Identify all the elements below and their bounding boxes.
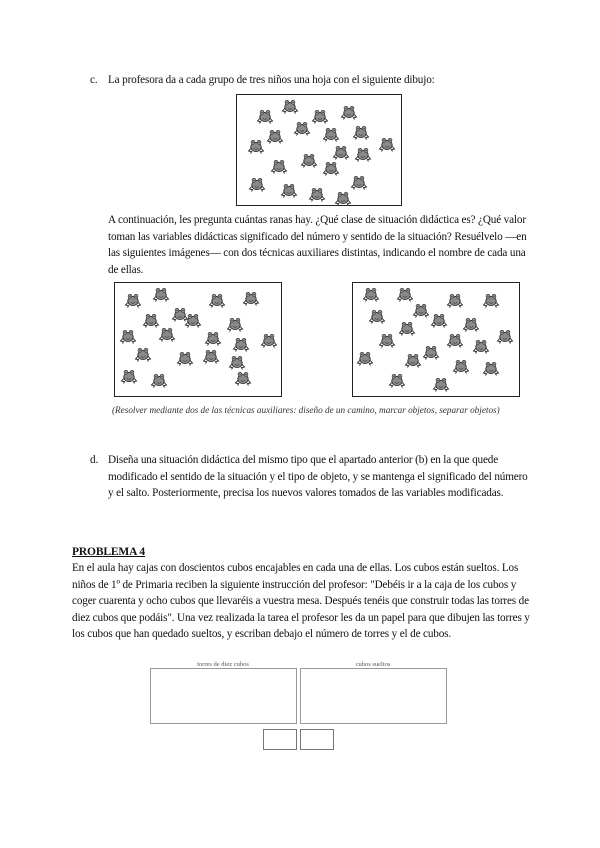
frog-figure-right [352,282,520,397]
technique-note: (Resolver mediante dos de las técnicas auxiliares: diseño de un camino, marcar objetos, separar objetos) [112,405,500,415]
problem-4-text: En el aula hay cajas con doscientos cubos encajables en cada una de ellas. Los cubos están sueltos. Los niños de 1º de Primaria reciben la siguiente instrucción del profesor: "Debéis ir a la caja de los cubos y coger cuarenta y ocho cubos que llevaréis a vuestra mesa. Después tenéis que construir todas las torres de diez cubos que podáis". Una vez realizada la tarea el profesor les da un papel para que dibujen las torres y los cubos que han quedado sueltos, y escriban debajo el número de torres y el de cubos. [72,562,530,640]
frog-icon [204,350,219,363]
frog-icon [313,110,328,123]
frog-icon [484,294,499,307]
loose-cubes-box-label: cubos sueltos [355,661,391,668]
frog-icon [268,130,283,143]
frog-icon [310,188,325,201]
frog-icon [454,360,469,373]
frog-icon [324,128,339,141]
frog-icon [228,318,243,331]
towers-box-label: torres de diez cubos [197,661,249,668]
frog-icon [249,140,264,153]
frog-icon [186,314,201,327]
item-d-marker: d. [90,454,99,466]
frog-icon [432,314,447,327]
frog-icon [283,100,298,113]
frog-icon [250,178,265,191]
frog-icon [334,146,349,159]
frog-icon [398,288,413,301]
frog-icon [464,318,479,331]
frog-icon [342,106,357,119]
towers-drawing-box[interactable] [150,668,297,724]
frog-icon [230,356,245,369]
frog-icon [262,334,277,347]
frog-icon [206,332,221,345]
frog-icon [400,322,415,335]
frog-icon [282,184,297,197]
frog-icon [160,328,175,341]
frog-icon [370,310,385,323]
frog-figure-left [114,282,282,397]
frog-icon [390,374,405,387]
item-c-marker: c. [90,74,98,86]
frog-icon [448,294,463,307]
frog-icon [295,122,310,135]
frog-icon [434,378,449,391]
frog-icon [474,340,489,353]
frog-icon [352,176,367,189]
frog-icon [424,346,439,359]
frog-icon [258,110,273,123]
frog-icon [302,154,317,167]
loose-cubes-drawing-box[interactable] [300,668,447,724]
frog-icon [406,354,421,367]
item-c-text: La profesora da a cada grupo de tres niños una hoja con el siguiente dibujo: [108,74,435,86]
frog-icon [154,288,169,301]
frog-icon [178,352,193,365]
frog-icon [414,304,429,317]
frog-icon [364,288,379,301]
frog-icon [272,160,287,173]
frog-icon [173,308,188,321]
frog-icon [498,330,513,343]
frog-icon [136,348,151,361]
frog-icon [448,334,463,347]
frog-icon [336,192,351,205]
frog-icon [234,338,249,351]
towers-count-box[interactable] [263,729,297,750]
frog-icon [236,372,251,385]
frog-icon [121,330,136,343]
frog-figure-main [236,94,402,206]
frog-icon [356,148,371,161]
frog-icon [324,162,339,175]
frog-icon [484,362,499,375]
frog-icon [122,370,137,383]
frog-icon [244,292,259,305]
item-c-question: A continuación, les pregunta cuántas ranas hay. ¿Qué clase de situación didáctica es? ¿Qué valor toman las variables didácticas significado del número y sentido de la situación? Resuélvelo —en las siguientes imágenes— con dos técnicas auxiliares distintas, indicando el nombre de cada una de ellas. [108,214,527,276]
frog-icon [152,374,167,387]
frog-icon [354,126,369,139]
cubes-count-box[interactable] [300,729,334,750]
problem-4-heading: PROBLEMA 4 [72,546,145,558]
frog-icon [380,334,395,347]
item-d-text: Diseña una situación didáctica del mismo tipo que el apartado anterior (b) en la que quede modificado el sentido de la situación y el tipo de objeto, y se mantenga el significado del número y el salto. Posteriormente, precisa los nuevos valores tomados de las variables modificadas. [108,454,528,499]
frog-icon [126,294,141,307]
frog-icon [210,294,225,307]
frog-icon [380,138,395,151]
frog-icon [144,314,159,327]
frog-icon [358,352,373,365]
frog-group-main [249,100,395,205]
